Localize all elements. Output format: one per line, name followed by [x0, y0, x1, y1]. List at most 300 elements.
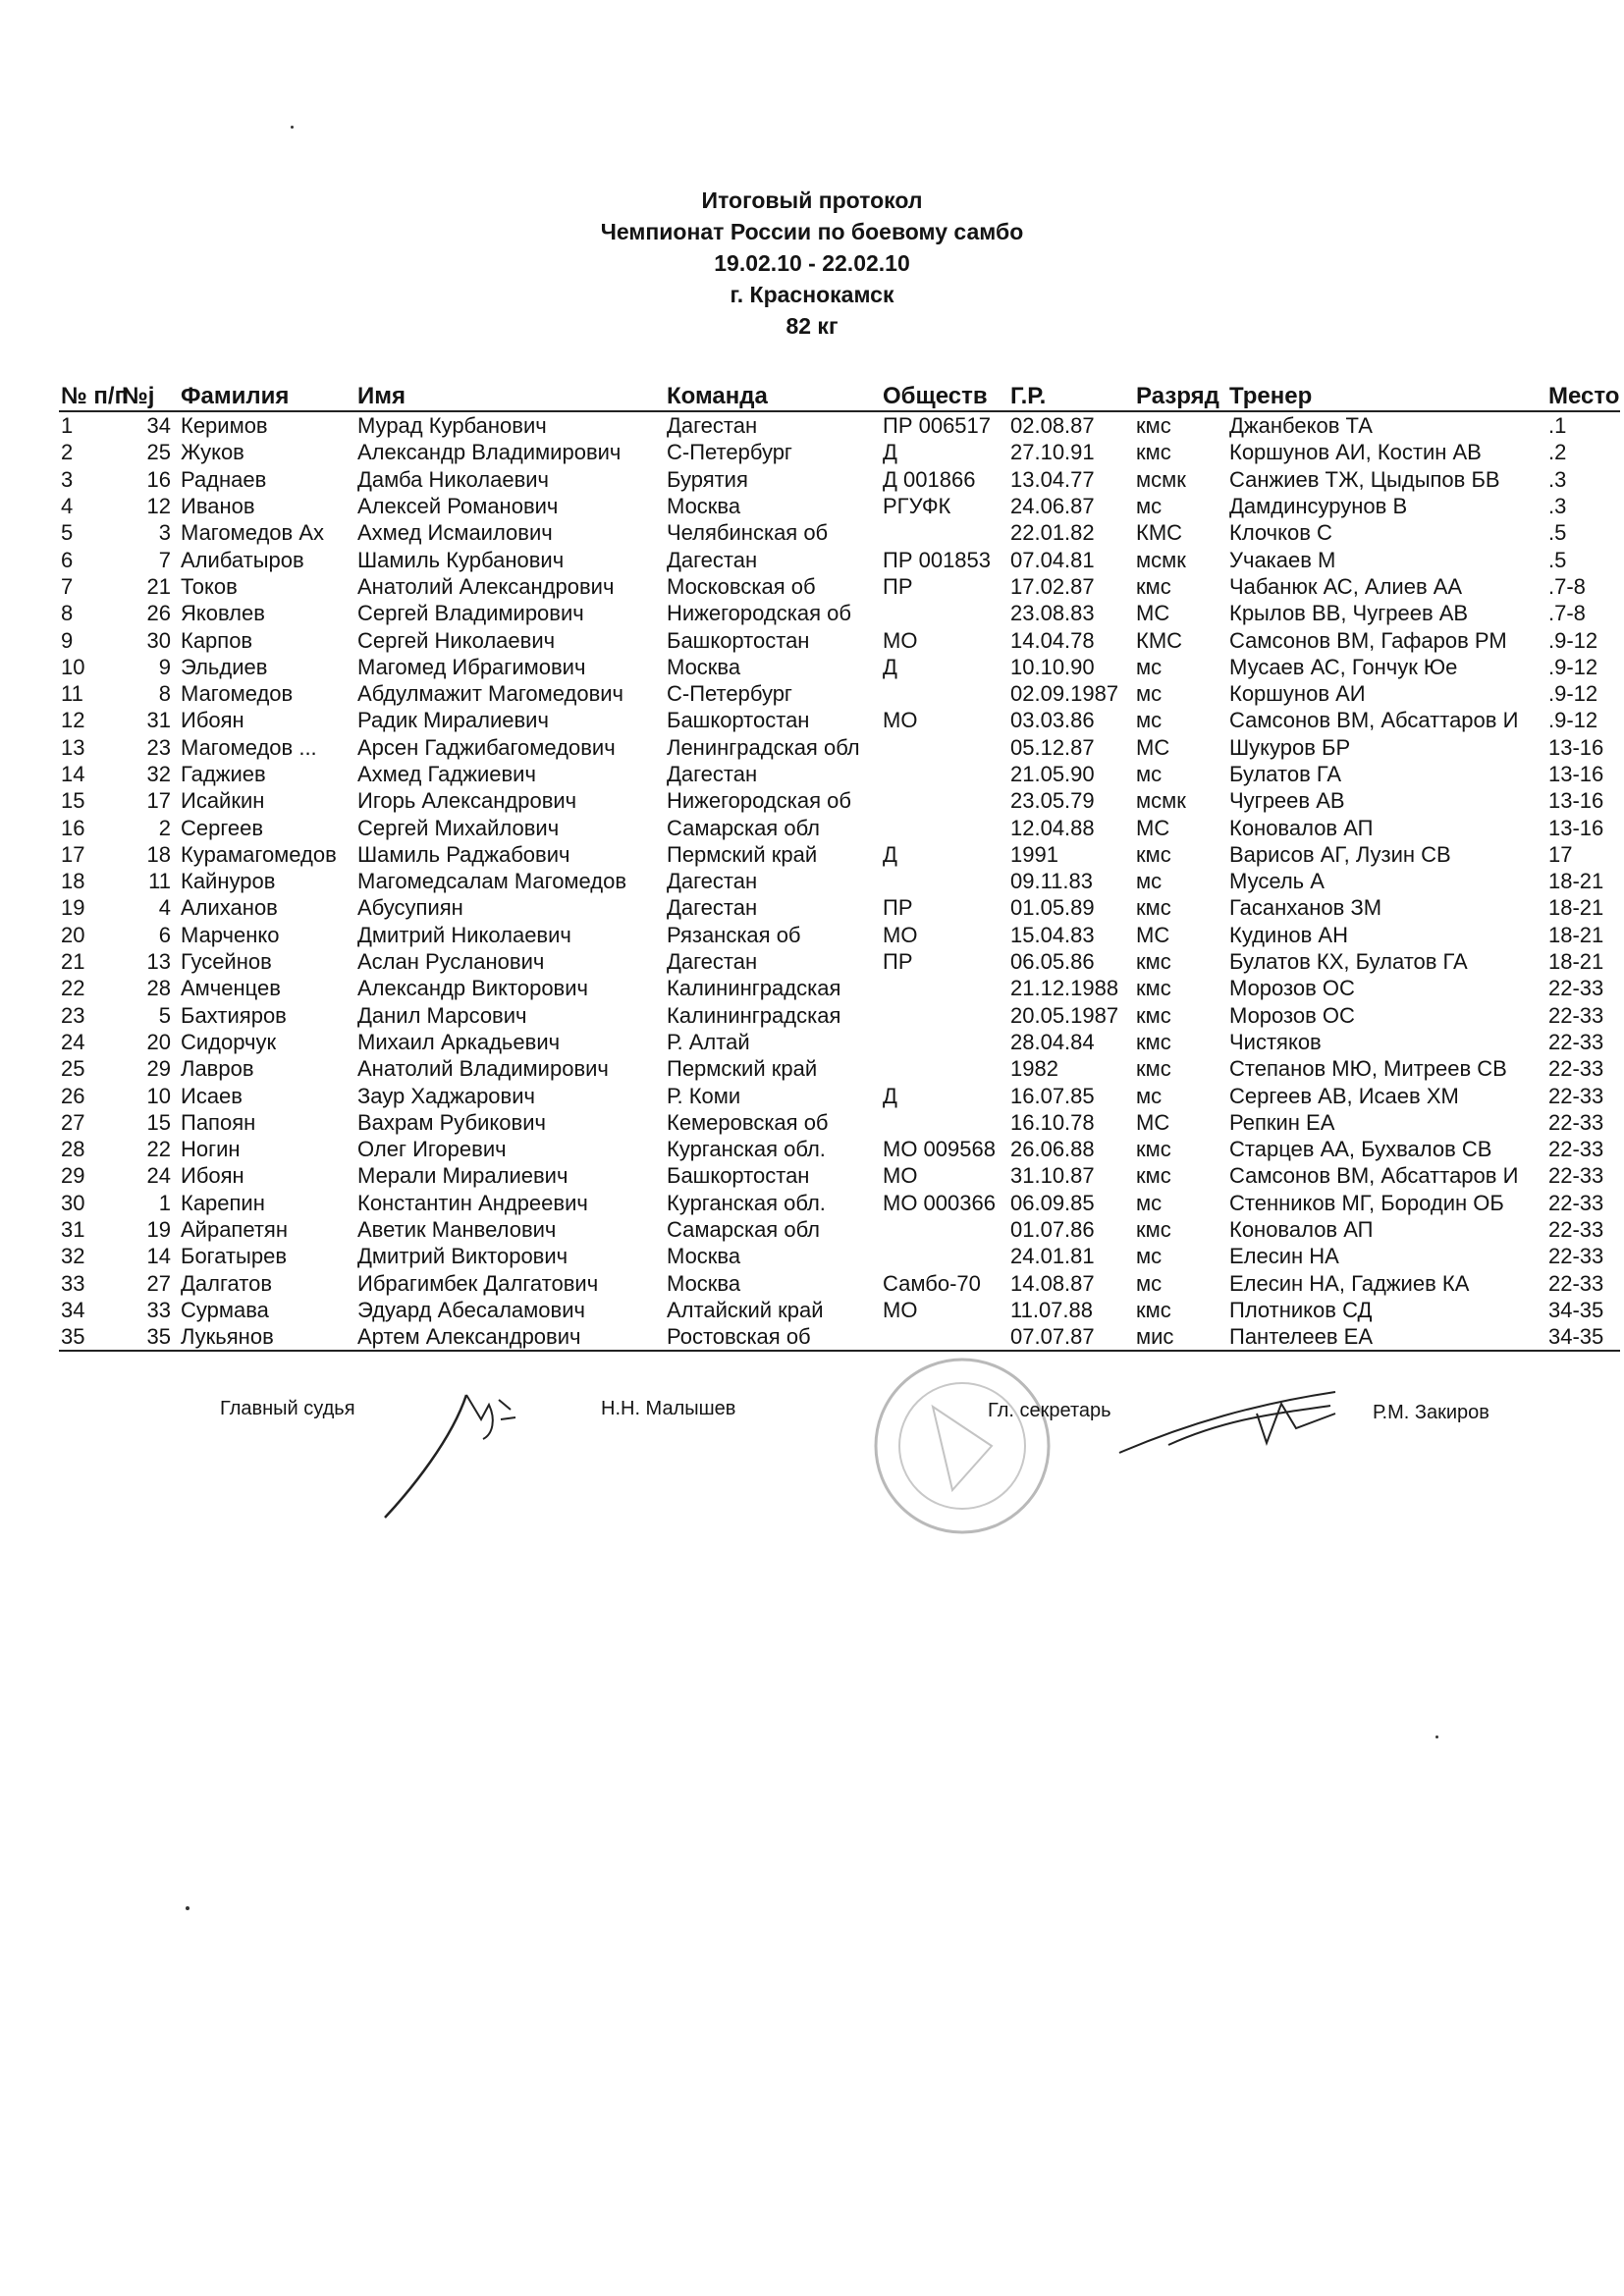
participant-number-cell: 23: [146, 734, 171, 760]
team-cell: Дагестан: [667, 413, 758, 439]
rank-cell: мс: [1136, 762, 1163, 786]
first-name-cell: Вахрам Рубикович: [357, 1109, 546, 1135]
row-number-cell: 34: [61, 1297, 85, 1322]
row-number-cell: 4: [61, 494, 74, 519]
birth-date-cell: 03.03.86: [1010, 708, 1095, 733]
society-cell: Д 001866: [883, 466, 976, 492]
team-cell: Самарская обл: [667, 815, 821, 840]
birth-date-cell: 06.09.85: [1010, 1190, 1095, 1215]
birth-date-cell: 23.05.79: [1010, 788, 1095, 814]
participant-number-cell: 17: [146, 788, 171, 814]
society-cell: МО: [883, 1163, 918, 1189]
first-name-cell: Абусупиян: [357, 895, 463, 921]
society-cell: ПР: [883, 573, 913, 599]
official-stamp: [864, 1353, 1060, 1539]
last-name-cell: Марченко: [181, 922, 280, 947]
place-cell: 22-33: [1548, 1109, 1604, 1135]
place-cell: 13-16: [1548, 734, 1604, 760]
row-number-cell: 26: [61, 1083, 85, 1108]
birth-date-cell: 02.08.87: [1010, 413, 1095, 439]
first-name-cell: Дамба Николаевич: [357, 466, 550, 492]
row-number-cell: 35: [59, 1323, 120, 1351]
birth-date-cell: 22.01.82: [1010, 520, 1095, 546]
participant-number-cell: 13: [146, 949, 171, 975]
last-name-cell: Эльдиев: [181, 654, 268, 679]
society-cell: ПР 001853: [883, 547, 992, 572]
coach-cell: Самсонов ВМ, Абсаттаров И: [1229, 1163, 1519, 1189]
first-name-cell: Анатолий Александрович: [357, 573, 615, 599]
first-name-cell: Артем Александрович: [355, 1323, 665, 1351]
place-cell: 34-35: [1548, 1297, 1604, 1322]
scan-dot: [186, 1906, 189, 1910]
table-row: [59, 1029, 1620, 1055]
rank-cell: МС: [1136, 1109, 1170, 1135]
society-cell: [881, 814, 1008, 840]
birth-date-cell: 23.08.83: [1010, 601, 1095, 626]
first-name-cell: Заур Хаджарович: [357, 1083, 535, 1108]
place-cell: 18-21: [1548, 949, 1604, 975]
first-name-cell: Ахмед Исмаилович: [357, 520, 553, 546]
scan-dot: [291, 126, 294, 129]
place-cell: 13-16: [1548, 762, 1604, 786]
team-cell: Московская об: [667, 573, 816, 599]
society-cell: ПР: [883, 949, 913, 975]
row-number-cell: 3: [61, 466, 74, 492]
participant-number-cell: 16: [146, 466, 171, 492]
coach-cell: Мусель А: [1229, 869, 1325, 894]
participant-number-cell: 19: [146, 1217, 171, 1243]
table-row: [59, 734, 1620, 761]
birth-date-cell: 24.01.81: [1010, 1244, 1095, 1269]
last-name-cell: Ногин: [181, 1137, 241, 1162]
participant-number-cell: 4: [158, 895, 171, 921]
place-cell: .9-12: [1548, 681, 1598, 707]
last-name-cell: Айрапетян: [181, 1217, 288, 1243]
scan-dot: [1435, 1735, 1438, 1738]
birth-date-cell: 16.10.78: [1010, 1109, 1095, 1135]
event-city: г. Краснокамск: [730, 282, 894, 307]
rank-cell: кмс: [1136, 573, 1171, 599]
society-cell: [881, 868, 1008, 894]
last-name-cell: Бахтияров: [181, 1002, 287, 1028]
first-name-cell: Дмитрий Викторович: [357, 1244, 568, 1269]
place-cell: 22-33: [1548, 1002, 1604, 1028]
team-cell: Р. Алтай: [667, 1029, 750, 1054]
row-number-cell: 24: [61, 1029, 85, 1054]
coach-cell: Чабанюк АС, Алиев АА: [1229, 573, 1463, 599]
society-cell: [881, 519, 1008, 546]
society-cell: [881, 600, 1008, 626]
table-row: [59, 411, 1620, 439]
participant-number-cell: 20: [146, 1029, 171, 1054]
place-cell: 22-33: [1548, 1270, 1604, 1296]
last-name-cell: Карпов: [181, 627, 253, 653]
place-cell: .5: [1548, 520, 1567, 546]
place-cell: 18-21: [1548, 922, 1604, 947]
society-cell: Д: [883, 841, 897, 867]
rank-cell: кмс: [1136, 1029, 1171, 1054]
row-number-cell: 15: [61, 788, 85, 814]
coach-cell: Клочков С: [1229, 520, 1332, 546]
society-cell: МО 000366: [883, 1190, 996, 1215]
row-number-cell: 25: [61, 1056, 85, 1082]
last-name-cell: Ибоян: [181, 1163, 244, 1189]
participant-number-cell: 12: [146, 494, 171, 519]
rank-cell: мсмк: [1136, 547, 1186, 572]
place-cell: 13-16: [1548, 815, 1604, 840]
first-name-cell: Ахмед Гаджиевич: [357, 762, 536, 786]
secretary-name: Р.М. Закиров: [1373, 1402, 1489, 1423]
first-name-cell: Константин Андреевич: [357, 1190, 588, 1215]
team-cell: Калининградская: [667, 1002, 841, 1028]
rank-cell: мсмк: [1136, 466, 1186, 492]
rank-cell: кмс: [1136, 841, 1171, 867]
column-header: Тренер: [1227, 377, 1546, 411]
team-cell: Москва: [667, 1270, 741, 1296]
birth-date-cell: 05.12.87: [1010, 734, 1095, 760]
row-number-cell: 7: [61, 573, 74, 599]
place-cell: 22-33: [1548, 1029, 1604, 1054]
rank-cell: МС: [1136, 922, 1170, 947]
rank-cell: МС: [1136, 734, 1170, 760]
coach-cell: Варисов АГ, Лузин СВ: [1229, 841, 1451, 867]
table-row: [59, 1216, 1620, 1243]
first-name-cell: Александр Владимирович: [357, 440, 622, 465]
participant-number-cell: 27: [146, 1270, 171, 1296]
row-number-cell: 32: [61, 1244, 85, 1269]
row-number-cell: 2: [61, 440, 74, 465]
last-name-cell: Гусейнов: [181, 949, 272, 975]
table-row: [59, 707, 1620, 733]
rank-cell: мс: [1136, 1083, 1163, 1108]
column-header: Команда: [665, 377, 881, 411]
place-cell: 22-33: [1548, 1137, 1604, 1162]
participant-number-cell: 22: [146, 1137, 171, 1162]
last-name-cell: Лавров: [181, 1056, 254, 1082]
coach-cell: Елесин НА: [1229, 1244, 1339, 1269]
last-name-cell: Исайкин: [181, 788, 265, 814]
last-name-cell: Амченцев: [181, 976, 281, 1001]
place-cell: 22-33: [1548, 1083, 1604, 1108]
rank-cell: мс: [1136, 1270, 1163, 1296]
column-header: Имя: [355, 377, 665, 411]
table-row: [59, 1136, 1620, 1162]
row-number-cell: 27: [61, 1109, 85, 1135]
participant-number-cell: 10: [146, 1083, 171, 1108]
society-cell: РГУФК: [883, 494, 951, 519]
row-number-cell: 9: [61, 627, 74, 653]
rank-cell: кмс: [1136, 976, 1171, 1001]
coach-cell: Мусаев АС, Гончук Юе: [1229, 654, 1458, 679]
last-name-cell: Раднаев: [181, 466, 267, 492]
first-name-cell: Шамиль Курбанович: [357, 547, 565, 572]
table-row: [59, 546, 1620, 572]
team-cell: Дагестан: [667, 762, 758, 786]
birth-date-cell: 31.10.87: [1010, 1163, 1095, 1189]
coach-cell: Крылов ВВ, Чугреев АВ: [1229, 601, 1469, 626]
birth-date-cell: 26.06.88: [1010, 1137, 1095, 1162]
row-number-cell: 6: [61, 547, 74, 572]
secretary-signature: [1110, 1384, 1365, 1463]
last-name-cell: Лукьянов: [179, 1323, 355, 1351]
rank-cell: мс: [1136, 494, 1163, 519]
coach-cell: Шукуров БР: [1229, 734, 1351, 760]
table-row: [59, 1323, 1620, 1351]
society-cell: МО: [883, 922, 918, 947]
row-number-cell: 33: [61, 1270, 85, 1296]
participant-number-cell: 35: [120, 1323, 179, 1351]
birth-date-cell: 14.04.78: [1010, 627, 1095, 653]
row-number-cell: 10: [61, 654, 85, 679]
table-row: [59, 1082, 1620, 1108]
table-row: [59, 680, 1620, 707]
place-cell: .3: [1548, 494, 1567, 519]
column-header: № п/п: [59, 377, 120, 411]
coach-cell: Морозов ОС: [1229, 1002, 1355, 1028]
table-row: [59, 519, 1620, 546]
birth-date-cell: 27.10.91: [1010, 440, 1095, 465]
table-row: [59, 493, 1620, 519]
row-number-cell: 29: [61, 1163, 85, 1189]
team-cell: Башкортостан: [667, 627, 810, 653]
row-number-cell: 19: [61, 895, 85, 921]
row-number-cell: 30: [61, 1190, 85, 1215]
society-cell: [881, 734, 1008, 761]
last-name-cell: Курамагомедов: [181, 841, 337, 867]
birth-date-cell: 1991: [1010, 841, 1058, 867]
birth-date-cell: 20.05.1987: [1010, 1002, 1119, 1028]
society-cell: МО: [883, 627, 918, 653]
first-name-cell: Сергей Михайлович: [357, 815, 560, 840]
last-name-cell: Карепин: [181, 1190, 265, 1215]
column-header: Обществ: [881, 377, 1008, 411]
coach-cell: Репкин ЕА: [1229, 1109, 1335, 1135]
last-name-cell: Сурмава: [181, 1297, 269, 1322]
birth-date-cell: 07.07.87: [1008, 1323, 1134, 1351]
coach-cell: Степанов МЮ, Митреев СВ: [1229, 1056, 1507, 1082]
society-cell: [881, 1055, 1008, 1082]
row-number-cell: 16: [61, 815, 85, 840]
society-cell: Д: [883, 654, 897, 679]
first-name-cell: Мурад Курбанович: [357, 413, 547, 439]
team-cell: Бурятия: [667, 466, 748, 492]
birth-date-cell: 01.07.86: [1010, 1217, 1095, 1243]
rank-cell: мс: [1136, 869, 1163, 894]
participant-number-cell: 31: [146, 708, 171, 733]
rank-cell: кмс: [1136, 895, 1171, 921]
first-name-cell: Магомедсалам Магомедов: [357, 869, 627, 894]
participant-number-cell: 3: [158, 520, 171, 546]
rank-cell: мс: [1136, 681, 1163, 707]
place-cell: 22-33: [1548, 1217, 1604, 1243]
last-name-cell: Папоян: [181, 1109, 256, 1135]
first-name-cell: Алексей Романович: [357, 494, 559, 519]
rank-cell: МС: [1136, 815, 1170, 840]
place-cell: .1: [1548, 413, 1567, 439]
rank-cell: мс: [1136, 1244, 1163, 1269]
rank-cell: МС: [1136, 601, 1170, 626]
table-row: [59, 948, 1620, 975]
birth-date-cell: 01.05.89: [1010, 895, 1095, 921]
coach-cell: Гасанханов ЗМ: [1229, 895, 1382, 921]
participant-number-cell: 9: [158, 654, 171, 679]
rank-cell: кмс: [1136, 1163, 1171, 1189]
last-name-cell: Магомедов Ах: [181, 520, 325, 546]
team-cell: Алтайский край: [667, 1297, 824, 1322]
row-number-cell: 5: [61, 520, 74, 546]
row-number-cell: 11: [61, 681, 83, 707]
table-header-row: [59, 377, 1620, 411]
chief-judge-label: Главный судья: [220, 1398, 355, 1419]
society-cell: [881, 1323, 1008, 1351]
first-name-cell: Александр Викторович: [357, 976, 588, 1001]
first-name-cell: Арсен Гаджибагомедович: [357, 734, 616, 760]
coach-cell: Дамдинсурунов В: [1229, 494, 1408, 519]
table-row: [59, 814, 1620, 840]
coach-cell: Елесин НА, Гаджиев КА: [1229, 1270, 1470, 1296]
table-row: [59, 1162, 1620, 1189]
birth-date-cell: 14.08.87: [1010, 1270, 1095, 1296]
society-cell: [881, 1216, 1008, 1243]
society-cell: Д: [883, 440, 897, 465]
participant-number-cell: 5: [158, 1002, 171, 1028]
birth-date-cell: 24.06.87: [1010, 494, 1095, 519]
participant-number-cell: 6: [158, 922, 171, 947]
table-row: [59, 1109, 1620, 1136]
place-cell: 17: [1548, 841, 1573, 867]
results-table: [59, 377, 1620, 1352]
team-cell: Дагестан: [667, 547, 758, 572]
birth-date-cell: 11.07.88: [1010, 1297, 1094, 1322]
last-name-cell: Богатырев: [181, 1244, 288, 1269]
society-cell: Д: [883, 1083, 897, 1108]
table-row: [59, 1002, 1620, 1029]
birth-date-cell: 21.12.1988: [1010, 976, 1119, 1001]
last-name-cell: Алибатыров: [181, 547, 304, 572]
team-cell: Башкортостан: [667, 1163, 810, 1189]
place-cell: .9-12: [1548, 654, 1598, 679]
coach-cell: Учакаев М: [1229, 547, 1336, 572]
participant-number-cell: 14: [146, 1244, 171, 1269]
team-cell: Ростовская об: [665, 1323, 881, 1351]
place-cell: .9-12: [1548, 708, 1598, 733]
coach-cell: Булатов ГА: [1229, 762, 1342, 786]
table-row: [59, 1297, 1620, 1323]
event-name: Чемпионат России по боевому самбо: [600, 219, 1024, 244]
place-cell: .7-8: [1548, 573, 1586, 599]
birth-date-cell: 09.11.83: [1010, 869, 1094, 894]
row-number-cell: 1: [61, 413, 74, 439]
society-cell: ПР 006517: [883, 413, 992, 439]
first-name-cell: Аслан Русланович: [357, 949, 545, 975]
row-number-cell: 22: [61, 976, 85, 1001]
row-number-cell: 28: [61, 1137, 85, 1162]
rank-cell: кмс: [1136, 1056, 1171, 1082]
society-cell: ПР: [883, 895, 913, 921]
rank-cell: КМС: [1136, 520, 1183, 546]
participant-number-cell: 18: [146, 841, 171, 867]
table-row: [59, 1190, 1620, 1216]
team-cell: Дагестан: [667, 895, 758, 921]
table-row: [59, 573, 1620, 600]
last-name-cell: Токов: [181, 573, 238, 599]
results-table-body: [59, 411, 1620, 1351]
participant-number-cell: 1: [158, 1190, 171, 1215]
first-name-cell: Шамиль Раджабович: [357, 841, 570, 867]
birth-date-cell: 13.04.77: [1010, 466, 1095, 492]
rank-cell: кмс: [1136, 440, 1171, 465]
first-name-cell: Михаил Аркадьевич: [357, 1029, 561, 1054]
first-name-cell: Радик Миралиевич: [357, 708, 549, 733]
first-name-cell: Аветик Манвелович: [357, 1217, 557, 1243]
coach-cell: Старцев АА, Бухвалов СВ: [1229, 1137, 1492, 1162]
society-cell: [881, 680, 1008, 707]
last-name-cell: Исаев: [181, 1083, 243, 1108]
table-row: [59, 626, 1620, 653]
last-name-cell: Магомедов: [181, 681, 294, 707]
coach-cell: Самсонов ВМ, Абсаттаров И: [1229, 708, 1519, 733]
place-cell: .7-8: [1548, 601, 1586, 626]
last-name-cell: Яковлев: [181, 601, 265, 626]
rank-cell: кмс: [1136, 949, 1171, 975]
team-cell: Самарская обл: [667, 1217, 821, 1243]
team-cell: Ленинградская обл: [667, 734, 860, 760]
row-number-cell: 12: [61, 708, 85, 733]
coach-cell: Джанбеков ТА: [1229, 413, 1373, 439]
place-cell: 22-33: [1548, 976, 1604, 1001]
coach-cell: Самсонов ВМ, Гафаров РМ: [1229, 627, 1507, 653]
document-title: Итоговый протокол: [701, 187, 923, 213]
rank-cell: кмс: [1136, 1002, 1171, 1028]
birth-date-cell: 10.10.90: [1010, 654, 1095, 679]
participant-number-cell: 11: [148, 869, 171, 894]
row-number-cell: 8: [61, 601, 74, 626]
first-name-cell: Абдулмажит Магомедович: [357, 681, 624, 707]
first-name-cell: Сергей Владимирович: [357, 601, 584, 626]
last-name-cell: Гаджиев: [181, 762, 266, 786]
society-cell: [881, 1029, 1008, 1055]
first-name-cell: Игорь Александрович: [357, 788, 577, 814]
rank-cell: мсмк: [1136, 788, 1186, 814]
event-dates: 19.02.10 - 22.02.10: [714, 250, 910, 276]
first-name-cell: Мерали Миралиевич: [357, 1163, 568, 1189]
rank-cell: кмс: [1136, 1217, 1171, 1243]
table-row: [59, 654, 1620, 680]
rank-cell: кмс: [1136, 413, 1171, 439]
table-row: [59, 1270, 1620, 1297]
rank-cell: мис: [1134, 1323, 1227, 1351]
birth-date-cell: 21.05.90: [1010, 762, 1095, 786]
coach-cell: Коршунов АИ, Костин АВ: [1229, 440, 1482, 465]
place-cell: .2: [1548, 440, 1567, 465]
coach-cell: Коновалов АП: [1229, 815, 1374, 840]
table-row: [59, 975, 1620, 1001]
first-name-cell: Дмитрий Николаевич: [357, 922, 571, 947]
coach-cell: Плотников СД: [1229, 1297, 1373, 1322]
birth-date-cell: 15.04.83: [1010, 922, 1095, 947]
place-cell: 22-33: [1548, 1056, 1604, 1082]
birth-date-cell: 06.05.86: [1010, 949, 1095, 975]
society-cell: [881, 975, 1008, 1001]
coach-cell: Коршунов АИ: [1229, 681, 1366, 707]
participant-number-cell: 34: [146, 413, 171, 439]
last-name-cell: Ибоян: [181, 708, 244, 733]
team-cell: С-Петербург: [667, 440, 792, 465]
birth-date-cell: 02.09.1987: [1010, 681, 1119, 707]
table-row: [59, 761, 1620, 787]
coach-cell: Пантелеев ЕА: [1227, 1323, 1546, 1351]
protocol-header: [0, 185, 1624, 342]
